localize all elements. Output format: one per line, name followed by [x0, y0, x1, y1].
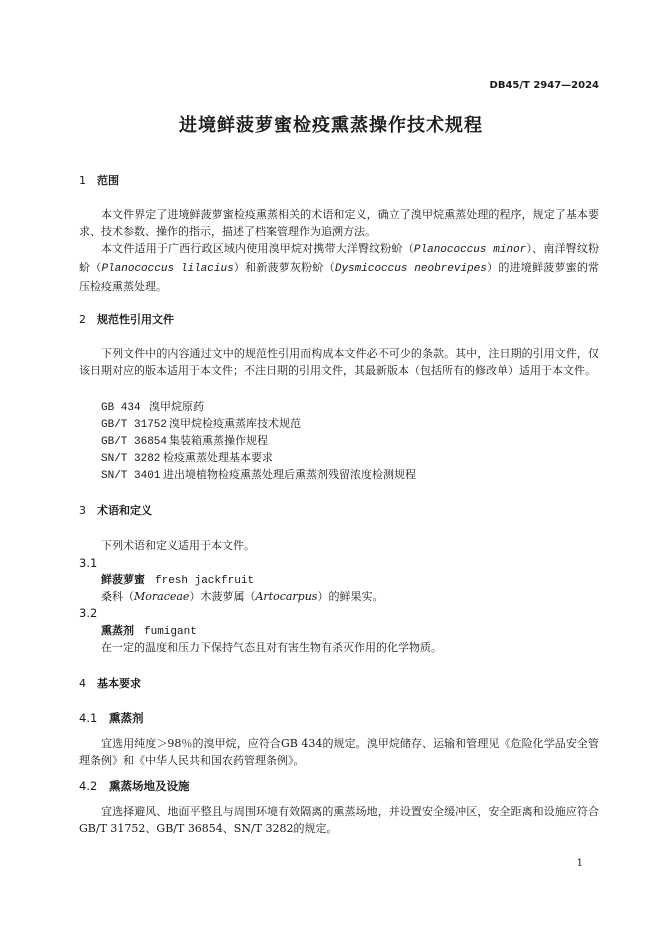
species-name: Dysmicoccus neobrevipes: [334, 263, 487, 275]
reference-code: SN/T 3282: [101, 453, 161, 465]
text-run: ）木菠萝属（: [189, 590, 256, 603]
term-number: 3.2: [79, 606, 98, 620]
term-definition: 在一定的温度和压力下保持气态且对有害生物有杀灭作用的化学物质。: [101, 641, 442, 654]
reference-item: [101, 415, 301, 431]
reference-code: GB/T 31752: [101, 419, 168, 431]
term-heading: [101, 571, 254, 587]
reference-title: 溴甲烷检疫熏蒸库技术规范: [169, 417, 301, 430]
text-run: ）的鲜果实。: [317, 590, 384, 603]
subsection-4-1-heading: [79, 710, 144, 726]
section-title: 基本要求: [97, 677, 141, 690]
text-run: ）的进境鲜菠萝蜜的常压检疫熏蒸处理。: [79, 261, 600, 293]
section-number: 2: [79, 313, 86, 326]
species-name: Planococcus lilacius: [101, 263, 234, 275]
term-heading: [101, 622, 197, 638]
section-title: 范围: [97, 174, 119, 187]
subsection-4-1-text: 宜选用纯度＞98％的溴甲烷，应符合GB 434的规定。溴甲烷储存、运输和管理见《危险化学品安全管理条例》和《中华人民共和国农药管理条例》。: [79, 737, 599, 767]
reference-code: GB 434: [101, 402, 141, 414]
page-number: 1: [576, 858, 583, 869]
term-number: 3.1: [79, 556, 98, 570]
section-number: 3: [79, 504, 86, 517]
reference-code: SN/T 3401: [101, 470, 161, 482]
species-name: Planococcus minor: [413, 244, 527, 256]
section-number: 4: [79, 677, 86, 690]
section-title: 术语和定义: [97, 504, 152, 517]
section-1-heading: [79, 172, 119, 188]
section-4-heading: [79, 675, 141, 691]
reference-item: [101, 449, 273, 465]
term-en: fumigant: [144, 626, 197, 638]
taxon-name: Moraceae: [134, 590, 190, 603]
subsection-4-2-heading: [79, 778, 190, 794]
section-number: 1: [79, 174, 86, 187]
section-3-intro: 下列术语和定义适用于本文件。: [101, 539, 255, 552]
term-zh: 鲜菠萝蜜: [101, 573, 145, 586]
text-run: ）和新菠萝灰粉蚧（: [233, 261, 335, 274]
reference-item: [101, 466, 416, 482]
subsection-4-2-text: 宜选择避风、地面平整且与周围环境有效隔离的熏蒸场地，并设置安全缓冲区，安全距离和设施应符合GB/T 31752、GB/T 36854、SN/T 3282的规定。: [79, 805, 599, 835]
section-2-heading: [79, 311, 174, 327]
section-1-paragraph-1: 本文件界定了进境鲜菠萝蜜检疫熏蒸相关的术语和定义，确立了溴甲烷熏蒸处理的程序，规定了基本要求、技术参数、操作的指示，描述了档案管理作为追溯方法。: [79, 208, 599, 238]
section-1-paragraph-2: [79, 240, 599, 295]
text-run: ）、南洋臀纹粉蚧（: [79, 242, 600, 274]
subsection-number: 4.2: [79, 779, 98, 793]
section-2-intro: 下列文件中的内容通过文中的规范性引用而构成本文件必不可少的条款。其中，注日期的引用文件，仅该日期对应的版本适用于本文件；不注日期的引用文件，其最新版本（包括所有的修改单）适用于本文件。: [79, 347, 599, 377]
reference-item: [101, 432, 268, 448]
document-title: 进境鲜菠萝蜜检疫熏蒸操作技术规程: [179, 115, 483, 136]
section-title: 规范性引用文件: [97, 313, 174, 326]
reference-title: 溴甲烷原药: [149, 400, 204, 413]
reference-title: 集装箱熏蒸操作规程: [169, 434, 268, 447]
reference-code: GB/T 36854: [101, 436, 168, 448]
subsection-title: 熏蒸场地及设施: [109, 779, 190, 793]
term-zh: 熏蒸剂: [101, 624, 134, 637]
section-3-heading: [79, 502, 152, 518]
term-definition: [101, 588, 383, 604]
taxon-name: Artocarpus: [255, 590, 318, 603]
subsection-title: 熏蒸剂: [109, 711, 144, 725]
reference-item: [101, 398, 204, 414]
text-run: 桑科（: [101, 590, 134, 603]
document-code: DB45/T 2947—2024: [489, 80, 599, 91]
term-en: fresh jackfruit: [155, 575, 255, 587]
subsection-number: 4.1: [79, 711, 98, 725]
reference-title: 检疫熏蒸处理基本要求: [163, 451, 273, 464]
reference-title: 进出境植物检疫熏蒸处理后熏蒸剂残留浓度检测规程: [163, 468, 416, 481]
text-run: 本文件适用于广西行政区域内使用溴甲烷对携带大洋臀纹粉蚧（: [101, 242, 414, 255]
